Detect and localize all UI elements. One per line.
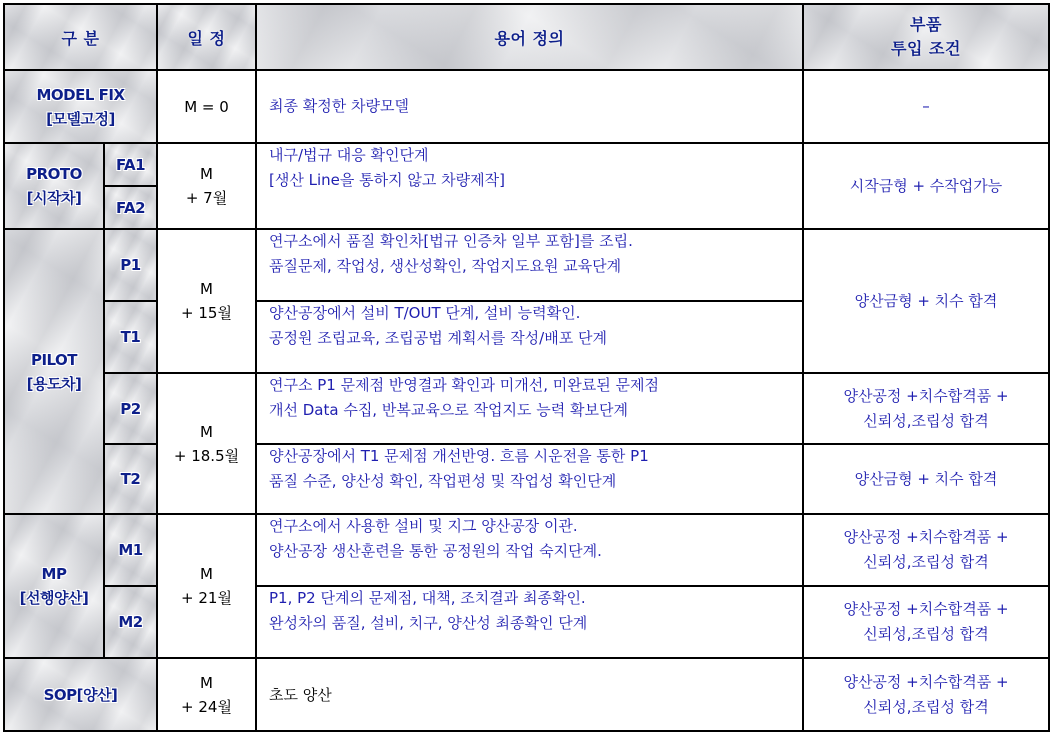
mp-sub-m2-text: M2: [118, 613, 143, 631]
pilot-sub-t2-text: T2: [120, 470, 141, 488]
divider-fa1-fa2: [103, 185, 157, 187]
divider-p2-t2-sub: [103, 443, 157, 445]
divider-model-fix: [3, 142, 1050, 144]
mp-m2-condition-line1: 양산공정 +치수합격품 +: [843, 600, 1009, 618]
divider-t1-p2: [103, 372, 1050, 374]
proto-sub-fa1-text: FA1: [115, 155, 146, 174]
divider-col-definition: [255, 3, 257, 732]
mp-m1-condition-line1: 양산공정 +치수합격품 +: [843, 528, 1009, 546]
pilot-p1-definition-line1: 연구소에서 품질 확인차[법규 인증차 일부 포함]를 조립.: [269, 232, 633, 250]
divider-p1-t1-sub: [103, 300, 157, 302]
pilot-p2-definition-line2: 개선 Data 수집, 반복교육으로 작업지도 능력 확보단계: [269, 401, 628, 419]
proto-schedule-line1: M: [200, 165, 213, 183]
divider-col-sub: [103, 142, 105, 659]
pilot-t1-definition-line1: 양산공장에서 설비 T/OUT 단계, 설비 능력확인.: [269, 304, 581, 322]
sop-definition-text: 초도 양산: [269, 686, 332, 704]
proto-label-line1: PROTO: [26, 165, 82, 183]
pilot-sub-p2-text: P2: [120, 399, 141, 418]
divider-p2-t2-def: [255, 443, 1050, 445]
header-condition-line1: 부품: [910, 15, 942, 34]
proto-label-line2: [시작차]: [26, 189, 82, 207]
pilot-sub-p1-text: P1: [120, 256, 141, 274]
pilot-p2-definition-line1: 연구소 P1 문제점 반영결과 확인과 미개선, 미완료된 문제점: [269, 376, 660, 394]
pilot-t2-definition-line1: 양산공장에서 T1 문제점 개선반영. 흐름 시운전을 통한 P1: [269, 447, 649, 465]
pilot-schedule-a-line2: + 15월: [181, 304, 232, 322]
mp-label-line2: [선행양산]: [19, 589, 89, 607]
pilot-t2-condition-text: 양산금형 + 치수 합격: [854, 469, 998, 488]
pilot-schedule-a-line1: M: [200, 280, 213, 298]
divider-header: [3, 69, 1050, 71]
header-schedule-label: 일 정: [187, 28, 226, 48]
sop-schedule-line2: + 24월: [181, 697, 232, 716]
divider-p1-t1-def: [255, 300, 804, 302]
sop-schedule-line1: M: [200, 673, 213, 692]
proto-definition-line2: [생산 Line을 통하지 않고 차량제작]: [269, 171, 505, 189]
divider-col-condition: [802, 3, 804, 732]
divider-col-schedule: [156, 3, 158, 732]
divider-m1-m2-def: [255, 585, 1050, 587]
sop-condition-line2: 신뢰성,조립성 합격: [863, 697, 989, 716]
divider-m1-m2-sub: [103, 585, 157, 587]
pilot-schedule-b-line1: M: [200, 422, 213, 441]
header-category-label: 구 분: [61, 28, 100, 48]
mp-label-line1: MP: [41, 565, 67, 583]
mp-m1-definition-line2: 양산공장 생산훈련을 통한 공정원의 작업 숙지단계.: [269, 542, 602, 560]
pilot-schedule-b-line2: + 18.5월: [173, 446, 240, 465]
mp-schedule-line2: + 21월: [181, 589, 232, 607]
sop-label-text: SOP[양산]: [43, 685, 118, 704]
pilot-t2-definition-line2: 품질 수준, 양산성 확인, 작업편성 및 작업성 확인단계: [269, 472, 617, 490]
proto-sub-fa2-text: FA2: [115, 198, 146, 217]
mp-m2-definition-line2: 완성차의 품질, 설비, 치구, 양산성 최종확인 단계: [269, 614, 588, 632]
mp-m1-condition-line2: 신뢰성,조립성 합격: [863, 553, 989, 571]
model-fix-condition-text: –: [922, 97, 930, 115]
pilot-label-line1: PILOT: [30, 350, 78, 369]
pilot-condition-a-text: 양산금형 + 치수 합격: [854, 291, 998, 310]
model-fix-definition-text: 최종 확정한 차량모델: [269, 97, 409, 115]
model-fix-label-line2: [모델고정]: [46, 109, 115, 128]
pilot-t1-definition-line2: 공정원 조립교육, 조립공법 계획서를 작성/배포 단계: [269, 329, 607, 347]
pilot-label-line2: [용도차]: [26, 374, 82, 393]
model-fix-schedule-text: M = 0: [184, 97, 229, 116]
proto-definition-line1: 내구/법규 대응 확인단계: [269, 146, 429, 164]
divider-mp: [3, 657, 1050, 659]
mp-sub-m1-text: M1: [118, 541, 143, 559]
model-fix-label-line1: MODEL FIX: [36, 85, 125, 104]
table-outer-border: [3, 3, 1050, 732]
divider-pilot: [3, 513, 1050, 515]
pilot-p2-condition-line2: 신뢰성,조립성 합격: [863, 411, 989, 430]
mp-m2-condition-line2: 신뢰성,조립성 합격: [863, 625, 989, 643]
header-condition-line2: 투입 조건: [891, 39, 961, 58]
proto-condition-text: 시작금형 + 수작업가능: [849, 176, 1003, 195]
proto-schedule-line2: + 7월: [185, 189, 228, 207]
sop-condition-line1: 양산공정 +치수합격품 +: [843, 672, 1009, 691]
header-definition-label: 용어 정의: [494, 28, 565, 48]
mp-m2-definition-line1: P1, P2 단계의 문제점, 대책, 조치결과 최종확인.: [269, 589, 586, 607]
mp-schedule-line1: M: [200, 565, 213, 583]
divider-proto: [3, 228, 1050, 230]
pilot-p1-definition-line2: 품질문제, 작업성, 생산성확인, 작업지도요원 교육단계: [269, 257, 622, 275]
pilot-sub-t1-text: T1: [120, 328, 141, 346]
pilot-p2-condition-line1: 양산공정 +치수합격품 +: [843, 386, 1009, 405]
mp-m1-definition-line1: 연구소에서 사용한 설비 및 지그 양산공장 이관.: [269, 517, 578, 535]
